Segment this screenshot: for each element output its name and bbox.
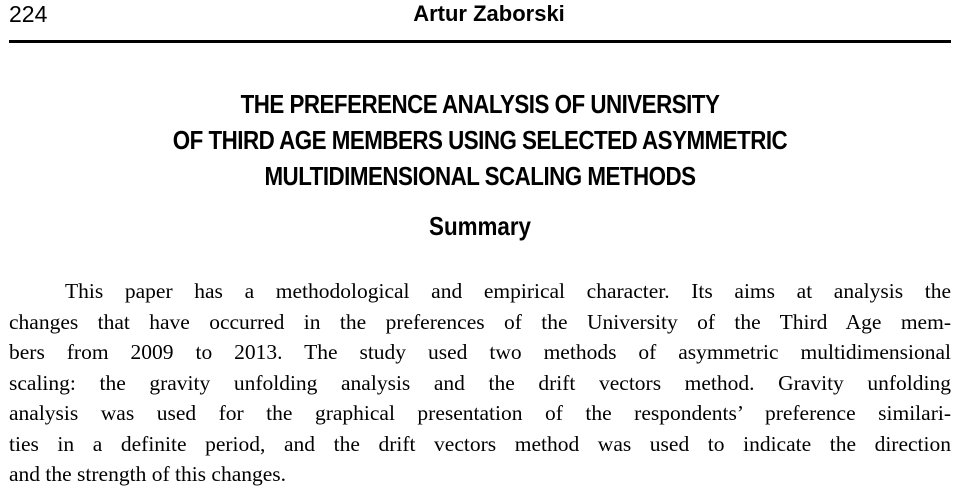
title-line: THE PREFERENCE ANALYSIS OF UNIVERSITY: [240, 89, 720, 119]
header-rule: [9, 40, 951, 43]
title-line: MULTIDIMENSIONAL SCALING METHODS: [264, 161, 696, 191]
summary-heading: Summary: [429, 211, 531, 241]
paper-title: [67, 86, 893, 194]
abstract-line: scaling: the gravity unfolding analysis and the drift vectors method. Gravity unfolding: [9, 370, 951, 395]
running-head-author: Artur Zaborski: [413, 1, 565, 26]
abstract-line: analysis was used for the graphical presentation of the respondents’ preference similari-: [9, 401, 951, 425]
page-number: 224: [9, 1, 48, 27]
abstract-line: and the strength of this changes.: [9, 462, 287, 486]
abstract-line: changes that have occurred in the preferences of the University of the Third Age mem-: [9, 309, 951, 334]
running-head: [9, 0, 951, 30]
abstract-line: ties in a definite period, and the drift vectors method was used to indicate the direction: [9, 431, 951, 456]
summary-abstract: [9, 276, 951, 490]
title-line: OF THIRD AGE MEMBERS USING SELECTED ASYMMETRIC: [172, 125, 788, 155]
abstract-line: bers from 2009 to 2013. The study used two methods of asymmetric multidimensional: [9, 340, 951, 364]
abstract-line: This paper has a methodological and empirical character. Its aims at analysis the: [65, 279, 951, 303]
